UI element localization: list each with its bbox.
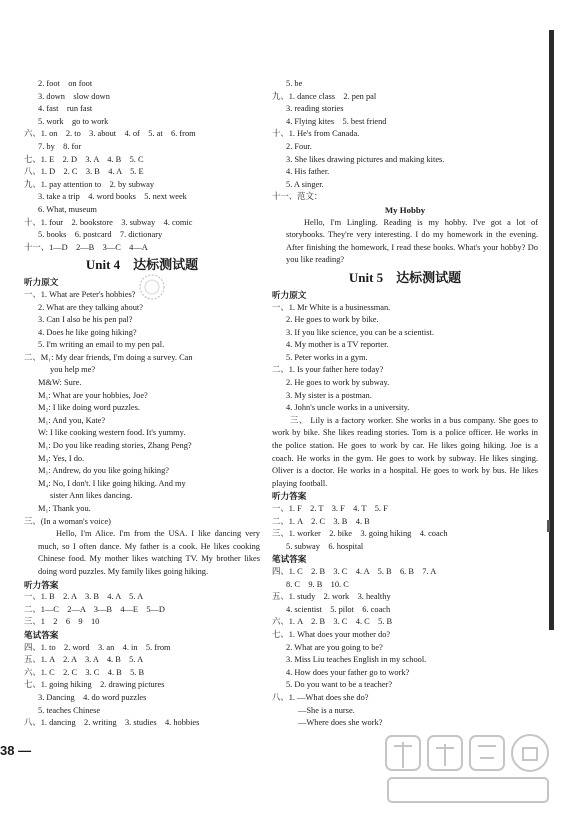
text-line: 5. be: [286, 79, 303, 88]
text-line: 八、1. D 2. C 3. B 4. A 5. E: [24, 167, 144, 177]
text-line: M₁: Thank you.: [38, 504, 91, 513]
section-heading: 听力原文: [24, 277, 59, 288]
text-line: M₁: What are your hobbies, Joe?: [38, 390, 148, 400]
text-line: 4. My mother is a TV reporter.: [286, 340, 389, 350]
text-line: 2. Four.: [286, 141, 312, 151]
text-line: 2. What are they talking about?: [38, 302, 143, 312]
stamp-icon: [137, 272, 167, 302]
text-line: 2. What are you going to be?: [286, 642, 383, 652]
text-line: 3. down slow down: [38, 91, 110, 101]
text-line: 二、M₁: My dear friends, I'm doing a survey. Can: [24, 352, 193, 362]
section-heading: 听力原文: [272, 289, 307, 300]
unit-heading: Unit 4 达标测试题: [85, 257, 199, 273]
text-line: 五、1. study 2. work 3. healthy: [272, 592, 391, 602]
text-line: 5. books 6. postcard 7. dictionary: [38, 230, 163, 240]
text-line: 六、1. C 2. C 3. C 4. B 5. B: [24, 667, 145, 677]
text-line: M₄: No, I don't. I like going hiking. And my: [38, 478, 186, 488]
left-column: [24, 78, 260, 730]
text-line: 4. How does your father go to work?: [286, 667, 410, 677]
text-line: 5. A singer.: [286, 179, 324, 189]
page-number: 38 —: [0, 743, 32, 758]
section-heading: 笔试答案: [272, 554, 307, 565]
text-line: 三、(In a woman's voice): [24, 516, 111, 526]
text-line: 一、1. B 2. A 3. B 4. A 5. A: [24, 592, 144, 602]
text-line: 一、1. F 2. T 3. F 4. T 5. F: [272, 504, 388, 513]
text-line: 6. What, museum: [38, 204, 97, 214]
text-line: 八、1. —What does she do?: [272, 692, 369, 702]
section-heading: 笔试答案: [24, 629, 59, 640]
text-line: 六、1. A 2. B 3. C 4. C 5. B: [272, 617, 393, 627]
text-line: 5. Peter works in a gym.: [286, 352, 368, 362]
text-line: 4. John's uncle works in a university.: [286, 403, 410, 413]
text-line: M₂: I like doing word puzzles.: [38, 403, 141, 413]
unit-heading: Unit 5 达标测试题: [348, 269, 462, 285]
text-line: 4. Does he like going hiking?: [38, 327, 137, 337]
text-line: 3. She likes drawing pictures and making kites.: [286, 154, 445, 164]
text-line: 七、1. going hiking 2. drawing pictures: [24, 680, 165, 690]
watermark-logo: [380, 728, 560, 808]
text-line: —Where does she work?: [298, 718, 383, 728]
text-line: 三、1. worker 2. bike 3. going hiking 4. coach: [272, 529, 448, 539]
text-line: 一、1. What are Peter's hobbies?: [24, 289, 136, 299]
essay-title: My Hobby: [384, 204, 426, 215]
paragraph: 三、 Lily is a factory worker. She works in a bus company. She goes to work by bike. She likes reading stories. Tom is a police officer. He works in the police station. He goes to work by car. He likes going hiking. Joe is a coach. He works in the gym. He goes to work by subway. He likes singing. Oliver is a doctor. He works in a hospital. He goes to work by bus. He likes playing football.: [272, 415, 538, 488]
text-line: 2. He goes to work by bike.: [286, 315, 379, 325]
text-line: 十一、范文：: [272, 192, 323, 202]
text-line: 3. Dancing 4. do word puzzles: [38, 692, 147, 702]
text-line: 十一、1—D 2—B 3—C 4—A: [24, 242, 148, 252]
text-line: 九、1. dance class 2. pen pal: [272, 91, 377, 101]
text-line: W: I like cooking western food. It's yummy.: [38, 428, 186, 438]
text-line: 六、1. on 2. to 3. about 4. of 5. at 6. from: [24, 129, 196, 139]
text-line: 5. Do you want to be a teacher?: [286, 680, 393, 690]
text-line: 三、1 2 6 9 10: [24, 617, 100, 627]
text-line: 二、1. A 2. C 3. B 4. B: [272, 516, 370, 526]
text-line: 十、1. He's from Canada.: [272, 129, 360, 139]
section-heading: 听力答案: [272, 491, 307, 502]
text-line: 3. take a trip 4. word books 5. next week: [38, 192, 187, 202]
text-line: 4. fast run fast: [38, 104, 93, 114]
text-line: 二、1—C 2—A 3—B 4—E 5—D: [24, 604, 165, 614]
text-line: 5. work go to work: [38, 116, 109, 126]
right-column: [272, 78, 538, 730]
text-line: 3. My sister is a postman.: [286, 390, 372, 400]
text-line: 7. by 8. for: [38, 141, 82, 151]
text-line: 2. foot on foot: [38, 79, 93, 88]
text-line: 八、1. dancing 2. writing 3. studies 4. hobbies: [24, 718, 200, 728]
text-line: M₁: Do you like reading stories, Zhang Peng?: [38, 441, 192, 451]
text-line: 四、1. C 2. B 3. C 4. A 5. B 6. B 7. A: [272, 566, 437, 576]
text-line: 五、1. A 2. A 3. A 4. B 5. A: [24, 655, 144, 665]
text-line: 4. scientist 5. pilot 6. coach: [286, 604, 391, 614]
paragraph: Hello, I'm Alice. I'm from the USA. I like dancing very much, so I often dance. My father is a cook. He likes cooking Chinese food. My mother likes watching TV. My brother likes doing word puzzles. My family likes going hiking.: [38, 529, 260, 576]
text-line: 2. He goes to work by subway.: [286, 378, 390, 388]
text-line: 二、1. Is your father here today?: [272, 365, 384, 375]
text-line: 十、1. four 2. bookstore 3. subway 4. comic: [24, 217, 193, 227]
text-line: M₃: Yes, I do.: [38, 453, 85, 463]
text-line: M&W: Sure.: [38, 378, 82, 388]
section-heading: 听力答案: [24, 579, 59, 590]
text-line: 5. teaches Chinese: [38, 705, 101, 715]
page-edge-mark: [547, 520, 550, 532]
text-line: 四、1. to 2. word 3. an 4. in 5. from: [24, 642, 171, 652]
text-line: 3. Miss Liu teaches English in my school.: [286, 655, 427, 665]
text-line: 3. If you like science, you can be a scientist.: [286, 327, 434, 337]
text-line: 一、1. Mr White is a businessman.: [272, 302, 391, 312]
text-line: 七、1. E 2. D 3. A 4. B 5. C: [24, 154, 144, 164]
text-line: 七、1. What does your mother do?: [272, 629, 391, 639]
page-edge-bar: [549, 30, 554, 630]
text-line: —She is a nurse.: [298, 705, 355, 715]
text-line: you help me?: [50, 365, 96, 375]
text-line: 4. His father.: [286, 167, 330, 177]
text-line: 5. subway 6. hospital: [286, 541, 364, 551]
text-line: 3. Can I also be his pen pal?: [38, 315, 133, 325]
paragraph: Hello, I'm Lingling. Reading is my hobby. I've got a lot of storybooks. They're very interesting. I do my homework in the evening. After finishing the homework, I read these books. What's your hobby? Do you like reading?: [286, 217, 538, 265]
text-line: 3. reading stories: [286, 104, 344, 114]
text-line: M₁: Andrew, do you like going hiking?: [38, 466, 170, 476]
text-line: sister Ann likes dancing.: [50, 491, 133, 501]
text-line: 4. Flying kites 5. best friend: [286, 116, 387, 126]
text-line: 8. C 9. B 10. C: [286, 579, 349, 589]
text-line: M₁: And you, Kate?: [38, 415, 106, 425]
text-line: 九、1. pay attention to 2. by subway: [24, 179, 155, 189]
text-line: 5. I'm writing an email to my pen pal.: [38, 340, 165, 350]
